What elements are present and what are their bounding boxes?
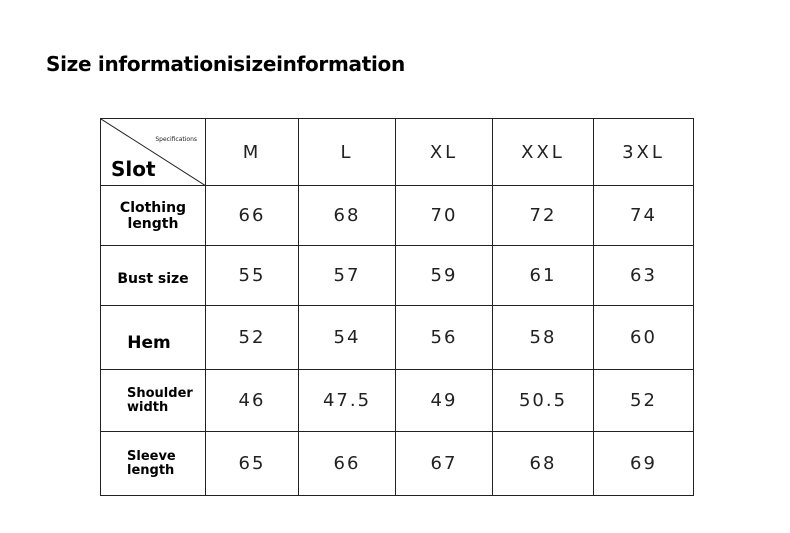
table-cell: 59	[396, 246, 493, 306]
row-label-shoulder-width: Shoulder width	[101, 370, 206, 432]
table-cell: 57	[299, 246, 396, 306]
table-cell: 50.5	[493, 370, 594, 432]
table-cell: 66	[206, 186, 299, 246]
table-cell: 49	[396, 370, 493, 432]
row-label-sleeve-length: Sleeve length	[101, 432, 206, 496]
table-cell: 66	[299, 432, 396, 496]
table-cell: 70	[396, 186, 493, 246]
table-cell: 52	[206, 306, 299, 370]
table-row	[101, 370, 694, 432]
table-cell: 72	[493, 186, 594, 246]
corner-bottom-label: Slot	[111, 157, 156, 181]
table-cell: 67	[396, 432, 493, 496]
table-cell: 47.5	[299, 370, 396, 432]
row-label-bust-size: Bust size	[101, 246, 206, 306]
table-row	[101, 246, 694, 306]
table-cell: 69	[594, 432, 694, 496]
corner-top-label: Specifications	[155, 136, 197, 143]
table-cell: 54	[299, 306, 396, 370]
table-cell: 61	[493, 246, 594, 306]
size-header-m: M	[206, 119, 299, 186]
size-header-xxl: XXL	[493, 119, 594, 186]
size-header-l: L	[299, 119, 396, 186]
table-row	[101, 186, 694, 246]
table-cell: 56	[396, 306, 493, 370]
row-label-clothing-length: Clothing length	[101, 186, 206, 246]
table-row	[101, 306, 694, 370]
table-cell: 68	[493, 432, 594, 496]
size-header-3xl: 3XL	[594, 119, 694, 186]
row-label-hem: Hem	[101, 306, 206, 370]
table-cell: 68	[299, 186, 396, 246]
header-row	[101, 119, 694, 186]
table-cell: 55	[206, 246, 299, 306]
page-title: Size informationisizeinformation	[46, 52, 405, 76]
table-row	[101, 432, 694, 496]
table-cell: 65	[206, 432, 299, 496]
table-cell: 60	[594, 306, 694, 370]
table-cell: 74	[594, 186, 694, 246]
size-header-xl: XL	[396, 119, 493, 186]
table-cell: 46	[206, 370, 299, 432]
table-cell: 52	[594, 370, 694, 432]
size-table	[100, 118, 694, 496]
corner-cell	[101, 119, 206, 186]
table-cell: 63	[594, 246, 694, 306]
table-cell: 58	[493, 306, 594, 370]
